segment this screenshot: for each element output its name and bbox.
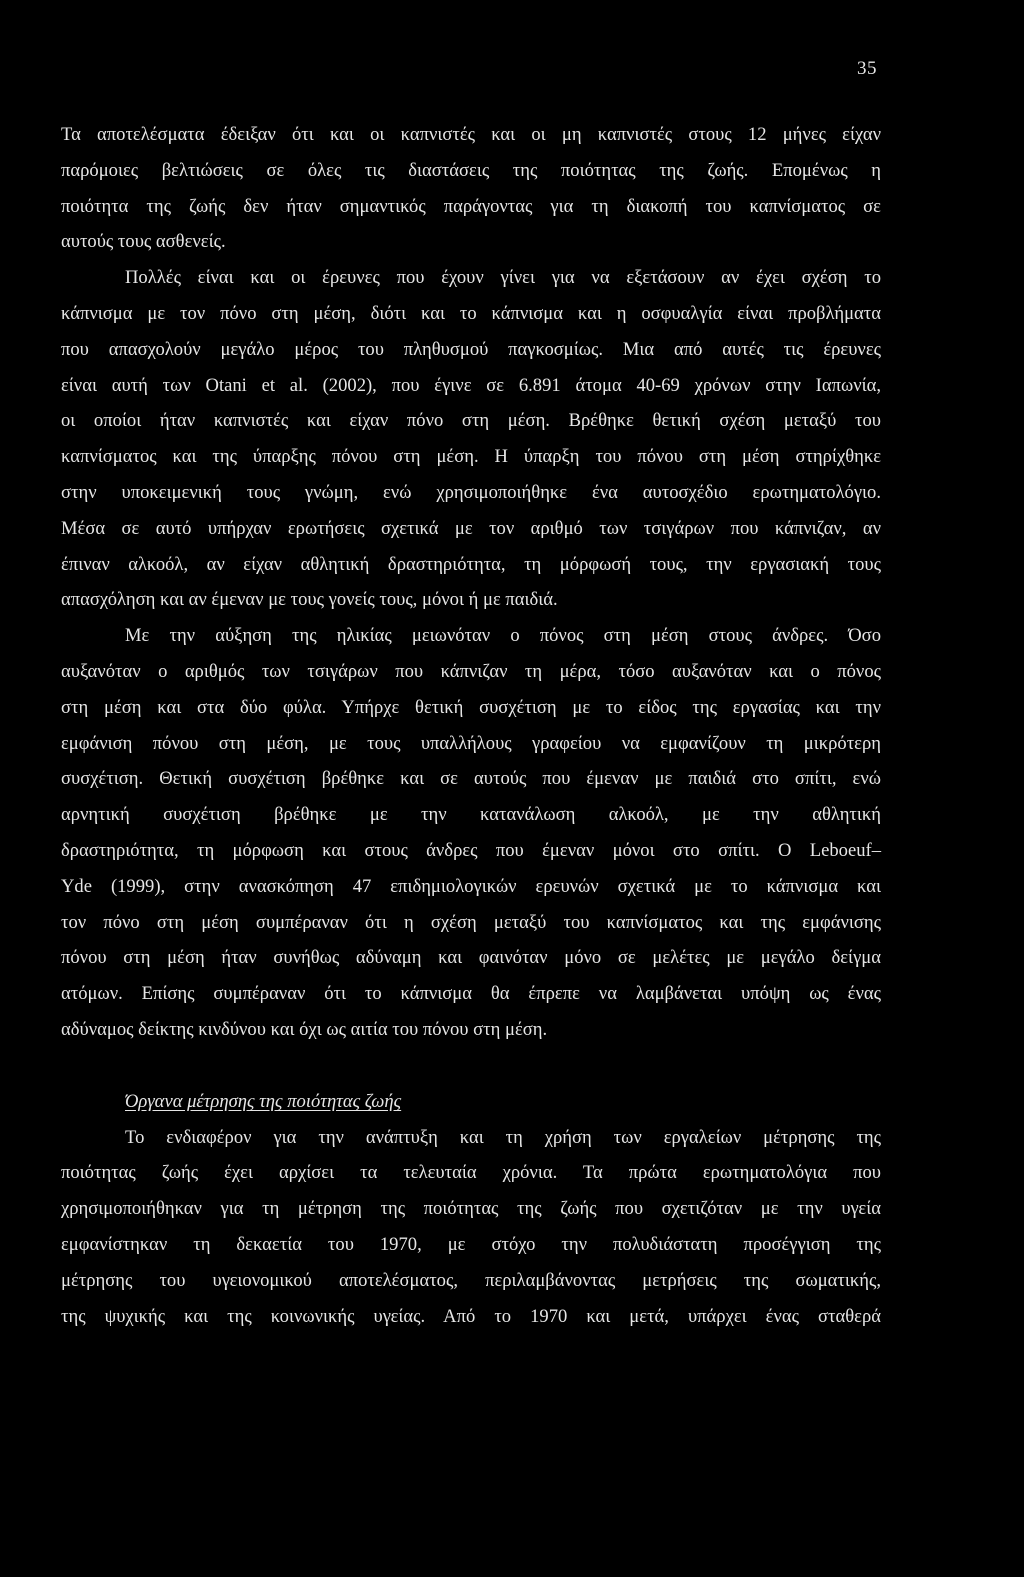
text-line: αυξανόταν ο αριθμός των τσιγάρων που κάπνιζαν τη μέρα, τόσο αυξανόταν και ο πόνος [61, 660, 881, 682]
text-line: της ψυχικής και της κοινωνικής υγείας. Από το 1970 και μετά, υπάρχει ένας σταθερά [61, 1305, 881, 1327]
paragraph-age-findings [61, 618, 881, 1048]
text-line: ποιότητας ζωής έχει αρχίσει τα τελευταία χρόνια. Τα πρώτα ερωτηματολόγια που [61, 1162, 881, 1184]
text-line: αρνητική συσχέτιση βρέθηκε με την κατανάλωση αλκοόλ, με την αθλητική [61, 804, 881, 826]
text-line: αδύναμος δείκτης κινδύνου και όχι ως αιτία του πόνου στη μέση. [61, 1018, 548, 1040]
text-line: που απασχολούν μεγάλο μέρος του πληθυσμού παγκοσμίως. Μια από αυτές τις έρευνες [61, 338, 881, 360]
section-spacer [61, 1048, 881, 1084]
text-line: χρησιμοποιήθηκαν για τη μέτρηση της ποιότητας της ζωής που σχετιζόταν με την υγεία [61, 1198, 881, 1220]
document-body [61, 117, 881, 1334]
text-line: ποιότητα της ζωής δεν ήταν σημαντικός παράγοντας για τη διακοπή του καπνίσματος σε [61, 195, 881, 217]
paragraph-smoking-back-pain [61, 260, 881, 618]
text-line: κάπνισμα με τον πόνο στη μέση, διότι και το κάπνισμα και η οσφυαλγία είναι προβλήματα [61, 302, 881, 324]
text-line: στη μέση και στα δύο φύλα. Υπήρχε θετική συσχέτιση με το είδος της εργασίας και την [61, 696, 881, 718]
text-line: ατόμων. Επίσης συμπέραναν ότι το κάπνισμα θα έπρεπε να λαμβάνεται υπόψη ως ένας [61, 983, 881, 1005]
paragraph-results [61, 117, 881, 260]
text-line: πόνου στη μέση ήταν συνήθως αδύναμη και φαινόταν μόνο σε μελέτες με μεγάλο δείγμα [61, 947, 881, 969]
text-line: εμφανίστηκαν τη δεκαετία του 1970, με στόχο την πολυδιάστατη προσέγγιση της [61, 1233, 881, 1255]
text-line: Με την αύξηση της ηλικίας μειωνόταν ο πόνος στη μέση στους άνδρες. Όσο [125, 625, 881, 647]
text-line: καπνίσματος και της ύπαρξης πόνου στη μέση. Η ύπαρξη του πόνου στη μέση στηρίχθηκε [61, 446, 881, 468]
text-line: Τα αποτελέσματα έδειξαν ότι και οι καπνιστές και οι μη καπνιστές στους 12 μήνες είχαν [61, 124, 881, 145]
text-line: είναι αυτή των Otani et al. (2002), που έγινε σε 6.891 άτομα 40-69 χρόνων στην Ιαπωνία, [61, 374, 881, 396]
text-line: παρόμοιες βελτιώσεις σε όλες τις διαστάσεις της ποιότητας της ζωής. Επομένως η [61, 159, 881, 181]
text-line: Μέσα σε αυτό υπήρχαν ερωτήσεις σχετικά με τον αριθμό των τσιγάρων που κάπνιζαν, αν [61, 517, 881, 539]
text-line: εμφάνιση πόνου στη μέση, με τους υπαλλήλους γραφείου να εμφανίζουν τη μικρότερη [61, 732, 881, 754]
page-number: 35 [857, 58, 877, 79]
text-line: Πολλές είναι και οι έρευνες που έχουν γίνει για να εξετάσουν αν έχει σχέση το [125, 267, 881, 289]
text-line: οι οποίοι ήταν καπνιστές και είχαν πόνο στη μέση. Βρέθηκε θετική σχέση μεταξύ του [61, 410, 881, 432]
text-line: Το ενδιαφέρον για την ανάπτυξη και τη χρήση των εργαλείων μέτρησης της [125, 1126, 881, 1148]
text-line: έπιναν αλκοόλ, αν είχαν αθλητική δραστηριότητα, τη μόρφωσή τους, την εργασιακή τους [61, 553, 881, 575]
text-line: συσχέτιση. Θετική συσχέτιση βρέθηκε και σε αυτούς που έμεναν με παιδιά στο σπίτι, ενώ [61, 768, 881, 790]
section-heading: Όργανα μέτρησης της ποιότητας ζωής [125, 1090, 402, 1112]
text-line: τον πόνο στη μέση συμπέραναν ότι η σχέση μεταξύ του καπνίσματος και της εμφάνισης [61, 911, 881, 933]
section-quality-measurement [61, 1084, 881, 1335]
text-line: στην υποκειμενική τους γνώμη, ενώ χρησιμοποιήθηκε ένα αυτοσχέδιο ερωτηματολόγιο. [61, 481, 881, 503]
text-line: απασχόληση και αν έμεναν με τους γονείς τους, μόνοι ή με παιδιά. [61, 589, 558, 611]
text-line: μέτρησης του υγειονομικού αποτελέσματος, περιλαμβάνοντας μετρήσεις της σωματικής, [61, 1269, 881, 1291]
text-line: Yde (1999), στην ανασκόπηση 47 επιδημιολογικών ερευνών σχετικά με το κάπνισμα και [61, 875, 881, 897]
text-line: αυτούς τους ασθενείς. [61, 231, 226, 253]
text-line: δραστηριότητα, τη μόρφωση και στους άνδρες που έμεναν μόνοι στο σπίτι. Ο Leboeuf– [61, 839, 881, 861]
